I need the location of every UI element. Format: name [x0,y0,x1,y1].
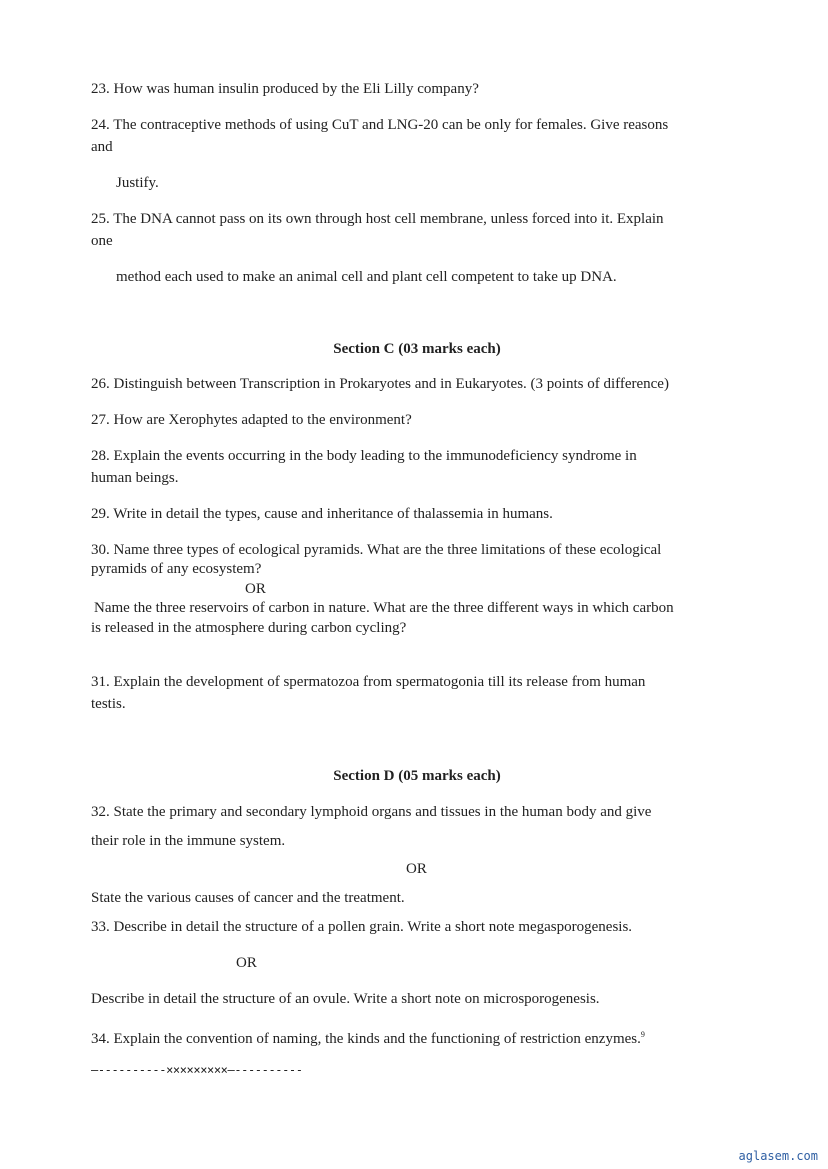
footer-site-link[interactable]: aglasem.com [738,1149,818,1163]
question-30-or: OR [245,581,266,597]
question-24-line-3: Justify. [116,175,159,191]
question-32-line-1: 32. State the primary and secondary lymphoid organs and tissues in the human body and give [91,804,652,820]
question-33: 33. Describe in detail the structure of a pollen grain. Write a short note megasporogenesis. [91,919,633,935]
question-30-alt-line-2: is released in the atmosphere during carbon cycling? [91,620,407,636]
question-27: 27. How are Xerophytes adapted to the environment? [91,412,412,428]
end-divider: —----------×××××××××—---------- [91,1063,303,1077]
question-32-alt: State the various causes of cancer and the treatment. [91,890,405,906]
question-34-text: 34. Explain the convention of naming, the kinds and the functioning of restriction enzymes. [91,1031,641,1047]
question-33-or: OR [236,955,257,971]
question-31-line-1: 31. Explain the development of spermatozoa from spermatogonia till its release from human [91,674,646,690]
question-26: 26. Distinguish between Transcription in Prokaryotes and in Eukaryotes. (3 points of difference) [91,376,669,392]
question-24-line-2: and [91,139,113,155]
question-30-line-2: pyramids of any ecosystem? [91,561,262,577]
question-24-line-1: 24. The contraceptive methods of using CuT and LNG-20 can be only for females. Give reasons [91,117,669,133]
question-28-line-1: 28. Explain the events occurring in the body leading to the immunodeficiency syndrome in [91,448,637,464]
question-34 [91,1026,645,1048]
question-31-line-2: testis. [91,696,126,712]
section-c-heading: Section C (03 marks each) [333,341,501,357]
question-29: 29. Write in detail the types, cause and inheritance of thalassemia in humans. [91,506,553,522]
question-25-line-2: one [91,233,113,249]
question-23: 23. How was human insulin produced by the Eli Lilly company? [91,81,479,97]
question-33-alt: Describe in detail the structure of an ovule. Write a short note on microsporogenesis. [91,991,600,1007]
question-32-line-2: their role in the immune system. [91,833,286,849]
question-25-line-1: 25. The DNA cannot pass on its own through host cell membrane, unless forced into it. Explain [91,211,664,227]
question-34-superscript: 9 [640,1030,645,1039]
question-30-line-1: 30. Name three types of ecological pyramids. What are the three limitations of these ecological [91,542,662,558]
section-d-heading: Section D (05 marks each) [333,768,501,784]
question-32-or: OR [406,861,427,877]
question-28-line-2: human beings. [91,470,179,486]
question-30-alt-line-1: Name the three reservoirs of carbon in nature. What are the three different ways in which carbon [94,600,674,616]
question-25-line-3: method each used to make an animal cell and plant cell competent to take up DNA. [116,269,617,285]
